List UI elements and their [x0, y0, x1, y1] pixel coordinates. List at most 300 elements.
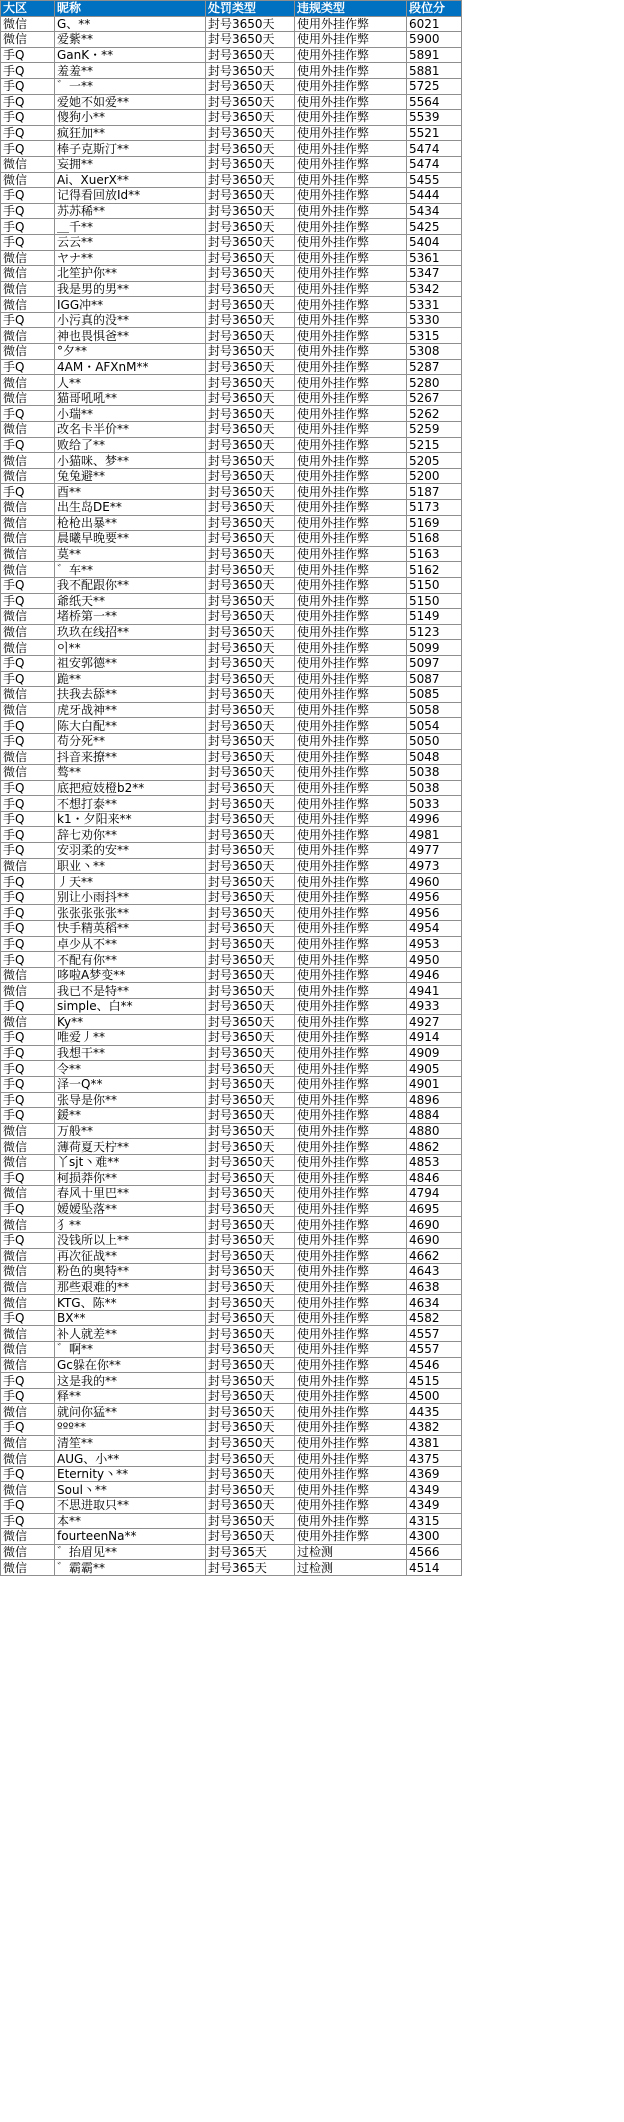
- region-cell: 手Q: [1, 406, 55, 422]
- penalty-type-cell: 封号3650天: [206, 1076, 295, 1092]
- rank-score-cell: 5404: [407, 234, 462, 250]
- violation-type-cell: 使用外挂作弊: [295, 1373, 407, 1389]
- region-cell: 微信: [1, 858, 55, 874]
- penalty-type-cell: 封号3650天: [206, 983, 295, 999]
- rank-score-cell: 5434: [407, 203, 462, 219]
- rank-score-cell: 5342: [407, 281, 462, 297]
- nickname-cell: 羞羞**: [55, 63, 206, 79]
- penalty-type-cell: 封号3650天: [206, 16, 295, 32]
- table-row: [1, 78, 462, 94]
- region-cell: 手Q: [1, 234, 55, 250]
- rank-score-cell: 5262: [407, 406, 462, 422]
- penalty-type-cell: 封号3650天: [206, 1108, 295, 1124]
- violation-type-cell: 使用外挂作弊: [295, 484, 407, 500]
- violation-type-cell: 使用外挂作弊: [295, 219, 407, 235]
- nickname-cell: GanK・**: [55, 47, 206, 63]
- rank-score-cell: 5425: [407, 219, 462, 235]
- violation-type-cell: 使用外挂作弊: [295, 983, 407, 999]
- rank-score-cell: 5054: [407, 718, 462, 734]
- nickname-cell: 快手精英稻**: [55, 921, 206, 937]
- rank-score-cell: 5900: [407, 32, 462, 48]
- region-cell: 手Q: [1, 671, 55, 687]
- table-row: [1, 983, 462, 999]
- region-cell: 手Q: [1, 905, 55, 921]
- nickname-cell: 柯损莽你**: [55, 1170, 206, 1186]
- nickname-cell: Ai、XuerX**: [55, 172, 206, 188]
- region-cell: 微信: [1, 500, 55, 516]
- penalty-type-cell: 封号3650天: [206, 718, 295, 734]
- penalty-type-cell: 封号3650天: [206, 687, 295, 703]
- violation-type-cell: 使用外挂作弊: [295, 1108, 407, 1124]
- penalty-type-cell: 封号3650天: [206, 655, 295, 671]
- region-cell: 微信: [1, 609, 55, 625]
- penalty-type-cell: 封号3650天: [206, 359, 295, 375]
- region-cell: 手Q: [1, 921, 55, 937]
- rank-score-cell: 4375: [407, 1451, 462, 1467]
- nickname-cell: k1・夕阳来**: [55, 811, 206, 827]
- header-rank-score: 段位分: [407, 1, 462, 17]
- rank-score-cell: 5033: [407, 796, 462, 812]
- nickname-cell: 犭**: [55, 1217, 206, 1233]
- region-cell: 手Q: [1, 1310, 55, 1326]
- violation-type-cell: 使用外挂作弊: [295, 47, 407, 63]
- region-cell: 手Q: [1, 188, 55, 204]
- penalty-type-cell: 封号3650天: [206, 344, 295, 360]
- nickname-cell: 爱紫**: [55, 32, 206, 48]
- penalty-type-cell: 封号3650天: [206, 1310, 295, 1326]
- violation-type-cell: 使用外挂作弊: [295, 390, 407, 406]
- table-row: [1, 577, 462, 593]
- table-row: [1, 952, 462, 968]
- nickname-cell: KTG、陈**: [55, 1295, 206, 1311]
- nickname-cell: 枪枪出暴**: [55, 515, 206, 531]
- region-cell: 微信: [1, 1529, 55, 1545]
- table-row: [1, 94, 462, 110]
- table-row: [1, 110, 462, 126]
- rank-score-cell: 4996: [407, 811, 462, 827]
- table-row: [1, 1498, 462, 1514]
- penalty-type-cell: 封号3650天: [206, 1404, 295, 1420]
- table-row: [1, 702, 462, 718]
- rank-score-cell: 5150: [407, 577, 462, 593]
- penalty-type-cell: 封号3650天: [206, 141, 295, 157]
- region-cell: 微信: [1, 297, 55, 313]
- penalty-type-cell: 封号3650天: [206, 531, 295, 547]
- table-row: [1, 281, 462, 297]
- table-row: [1, 1529, 462, 1545]
- table-row: [1, 1061, 462, 1077]
- penalty-type-cell: 封号3650天: [206, 1498, 295, 1514]
- table-row: [1, 484, 462, 500]
- nickname-cell: IGG冲**: [55, 297, 206, 313]
- region-cell: 微信: [1, 1123, 55, 1139]
- table-row: [1, 780, 462, 796]
- nickname-cell: °夕**: [55, 344, 206, 360]
- nickname-cell: 那些艰难的**: [55, 1279, 206, 1295]
- violation-type-cell: 使用外挂作弊: [295, 562, 407, 578]
- table-row: [1, 1326, 462, 1342]
- nickname-cell: BX**: [55, 1310, 206, 1326]
- nickname-cell: 爱她不如爱**: [55, 94, 206, 110]
- table-row: [1, 999, 462, 1015]
- penalty-type-cell: 封号3650天: [206, 500, 295, 516]
- region-cell: 微信: [1, 1435, 55, 1451]
- rank-score-cell: 5173: [407, 500, 462, 516]
- table-row: [1, 640, 462, 656]
- violation-type-cell: 使用外挂作弊: [295, 1014, 407, 1030]
- table-row: [1, 219, 462, 235]
- nickname-cell: 张导是你**: [55, 1092, 206, 1108]
- penalty-type-cell: 封号3650天: [206, 1186, 295, 1202]
- penalty-type-cell: 封号3650天: [206, 640, 295, 656]
- region-cell: 手Q: [1, 1061, 55, 1077]
- violation-type-cell: 使用外挂作弊: [295, 1388, 407, 1404]
- nickname-cell: 职业丶**: [55, 858, 206, 874]
- table-row: [1, 1279, 462, 1295]
- region-cell: 手Q: [1, 110, 55, 126]
- nickname-cell: 棒子克斯汀**: [55, 141, 206, 157]
- violation-type-cell: 使用外挂作弊: [295, 1076, 407, 1092]
- nickname-cell: 没钱所以上**: [55, 1232, 206, 1248]
- region-cell: 微信: [1, 702, 55, 718]
- rank-score-cell: 5539: [407, 110, 462, 126]
- region-cell: 手Q: [1, 936, 55, 952]
- table-row: [1, 889, 462, 905]
- region-cell: 手Q: [1, 203, 55, 219]
- penalty-type-cell: 封号3650天: [206, 796, 295, 812]
- violation-type-cell: 使用外挂作弊: [295, 16, 407, 32]
- penalty-type-cell: 封号3650天: [206, 47, 295, 63]
- region-cell: 手Q: [1, 1030, 55, 1046]
- violation-type-cell: 使用外挂作弊: [295, 936, 407, 952]
- rank-score-cell: 4960: [407, 874, 462, 890]
- nickname-cell: 虎牙战神**: [55, 702, 206, 718]
- rank-score-cell: 4690: [407, 1217, 462, 1233]
- penalty-type-cell: 封号3650天: [206, 63, 295, 79]
- table-row: [1, 328, 462, 344]
- table-row: [1, 1435, 462, 1451]
- region-cell: 手Q: [1, 1201, 55, 1217]
- nickname-cell: 本**: [55, 1513, 206, 1529]
- penalty-type-cell: 封号3650天: [206, 94, 295, 110]
- table-row: [1, 422, 462, 438]
- nickname-cell: 苏苏稀**: [55, 203, 206, 219]
- table-row: [1, 562, 462, 578]
- table-row: [1, 1342, 462, 1358]
- nickname-cell: 不配有你**: [55, 952, 206, 968]
- penalty-type-cell: 封号3650天: [206, 1061, 295, 1077]
- penalty-type-cell: 封号3650天: [206, 406, 295, 422]
- rank-score-cell: 4950: [407, 952, 462, 968]
- violation-type-cell: 使用外挂作弊: [295, 718, 407, 734]
- penalty-type-cell: 封号3650天: [206, 749, 295, 765]
- violation-type-cell: 使用外挂作弊: [295, 952, 407, 968]
- table-row: [1, 63, 462, 79]
- region-cell: 微信: [1, 749, 55, 765]
- table-row: [1, 967, 462, 983]
- penalty-type-cell: 封号3650天: [206, 1451, 295, 1467]
- penalty-type-cell: 封号3650天: [206, 843, 295, 859]
- nickname-cell: 神也畏惧爸**: [55, 328, 206, 344]
- region-cell: 手Q: [1, 78, 55, 94]
- region-cell: 微信: [1, 328, 55, 344]
- region-cell: 微信: [1, 1326, 55, 1342]
- table-row: [1, 1232, 462, 1248]
- penalty-type-cell: 封号3650天: [206, 188, 295, 204]
- nickname-cell: fourteenNa**: [55, 1529, 206, 1545]
- violation-type-cell: 使用外挂作弊: [295, 1170, 407, 1186]
- table-row: [1, 733, 462, 749]
- penalty-type-cell: 封号3650天: [206, 702, 295, 718]
- violation-type-cell: 使用外挂作弊: [295, 515, 407, 531]
- region-cell: 微信: [1, 1139, 55, 1155]
- table-row: [1, 234, 462, 250]
- nickname-cell: 我是男的男**: [55, 281, 206, 297]
- rank-score-cell: 4941: [407, 983, 462, 999]
- violation-type-cell: 使用外挂作弊: [295, 687, 407, 703]
- region-cell: 手Q: [1, 1498, 55, 1514]
- rank-score-cell: 4349: [407, 1482, 462, 1498]
- rank-score-cell: 4515: [407, 1373, 462, 1389]
- region-cell: 微信: [1, 1014, 55, 1030]
- nickname-cell: 春风十里巴**: [55, 1186, 206, 1202]
- rank-score-cell: 4557: [407, 1326, 462, 1342]
- rank-score-cell: 4914: [407, 1030, 462, 1046]
- violation-type-cell: 使用外挂作弊: [295, 640, 407, 656]
- rank-score-cell: 5361: [407, 250, 462, 266]
- violation-type-cell: 使用外挂作弊: [295, 156, 407, 172]
- penalty-type-cell: 封号3650天: [206, 1248, 295, 1264]
- penalty-type-cell: 封号3650天: [206, 1295, 295, 1311]
- violation-type-cell: 使用外挂作弊: [295, 1357, 407, 1373]
- violation-type-cell: 使用外挂作弊: [295, 110, 407, 126]
- rank-score-cell: 5280: [407, 375, 462, 391]
- nickname-cell: 改名卡半价**: [55, 422, 206, 438]
- violation-type-cell: 使用外挂作弊: [295, 1466, 407, 1482]
- rank-score-cell: 5891: [407, 47, 462, 63]
- table-row: [1, 312, 462, 328]
- violation-type-cell: 使用外挂作弊: [295, 328, 407, 344]
- region-cell: 微信: [1, 967, 55, 983]
- table-row: [1, 156, 462, 172]
- nickname-cell: 兔兔避**: [55, 468, 206, 484]
- nickname-cell: 薄荷夏天柠**: [55, 1139, 206, 1155]
- rank-score-cell: 5347: [407, 266, 462, 282]
- penalty-type-cell: 封号3650天: [206, 1357, 295, 1373]
- violation-type-cell: 使用外挂作弊: [295, 78, 407, 94]
- rank-score-cell: 5050: [407, 733, 462, 749]
- rank-score-cell: 5149: [407, 609, 462, 625]
- penalty-type-cell: 封号3650天: [206, 172, 295, 188]
- penalty-type-cell: 封号3650天: [206, 1435, 295, 1451]
- rank-score-cell: 4514: [407, 1560, 462, 1576]
- penalty-type-cell: 封号3650天: [206, 1092, 295, 1108]
- nickname-cell: 就问你猛**: [55, 1404, 206, 1420]
- violation-type-cell: 使用外挂作弊: [295, 453, 407, 469]
- table-row: [1, 1076, 462, 1092]
- rank-score-cell: 4905: [407, 1061, 462, 1077]
- nickname-cell: 泽一Q**: [55, 1076, 206, 1092]
- nickname-cell: Soul丶**: [55, 1482, 206, 1498]
- penalty-type-cell: 封号3650天: [206, 1482, 295, 1498]
- violation-type-cell: 使用外挂作弊: [295, 593, 407, 609]
- rank-score-cell: 5444: [407, 188, 462, 204]
- penalty-type-cell: 封号3650天: [206, 1513, 295, 1529]
- violation-type-cell: 使用外挂作弊: [295, 125, 407, 141]
- nickname-cell: 妄拥**: [55, 156, 206, 172]
- penalty-type-cell: 封号3650天: [206, 484, 295, 500]
- region-cell: 手Q: [1, 889, 55, 905]
- rank-score-cell: 4349: [407, 1498, 462, 1514]
- region-cell: 微信: [1, 172, 55, 188]
- table-row: [1, 905, 462, 921]
- violation-type-cell: 使用外挂作弊: [295, 1529, 407, 1545]
- table-row: [1, 500, 462, 516]
- nickname-cell: 不思进取只**: [55, 1498, 206, 1514]
- violation-type-cell: 使用外挂作弊: [295, 281, 407, 297]
- nickname-cell: 陈大白配**: [55, 718, 206, 734]
- rank-score-cell: 5259: [407, 422, 462, 438]
- rank-score-cell: 5308: [407, 344, 462, 360]
- violation-type-cell: 使用外挂作弊: [295, 1404, 407, 1420]
- nickname-cell: 我已不是特**: [55, 983, 206, 999]
- nickname-cell: 云云**: [55, 234, 206, 250]
- nickname-cell: 이**: [55, 640, 206, 656]
- region-cell: 手Q: [1, 47, 55, 63]
- rank-score-cell: 5725: [407, 78, 462, 94]
- rank-score-cell: 6021: [407, 16, 462, 32]
- rank-score-cell: 4981: [407, 827, 462, 843]
- penalty-type-cell: 封号3650天: [206, 1373, 295, 1389]
- table-row: [1, 1264, 462, 1280]
- penalty-type-cell: 封号3650天: [206, 967, 295, 983]
- table-row: [1, 406, 462, 422]
- region-cell: 微信: [1, 1264, 55, 1280]
- table-row: [1, 858, 462, 874]
- region-cell: 微信: [1, 624, 55, 640]
- rank-score-cell: 5474: [407, 156, 462, 172]
- penalty-type-cell: 封号3650天: [206, 78, 295, 94]
- rank-score-cell: 5215: [407, 437, 462, 453]
- penalty-type-cell: 封号3650天: [206, 1342, 295, 1358]
- nickname-cell: 释**: [55, 1388, 206, 1404]
- rank-score-cell: 5564: [407, 94, 462, 110]
- penalty-type-cell: 封号3650天: [206, 999, 295, 1015]
- table-row: [1, 1092, 462, 1108]
- rank-score-cell: 5168: [407, 531, 462, 547]
- nickname-cell: 底把痘妓橙b2**: [55, 780, 206, 796]
- region-cell: 微信: [1, 156, 55, 172]
- table-row: [1, 1248, 462, 1264]
- penalty-type-cell: 封号3650天: [206, 1388, 295, 1404]
- violation-type-cell: 过检测: [295, 1560, 407, 1576]
- region-cell: 微信: [1, 375, 55, 391]
- rank-score-cell: 4794: [407, 1186, 462, 1202]
- nickname-cell: 这是我的**: [55, 1373, 206, 1389]
- table-row: [1, 765, 462, 781]
- violation-type-cell: 使用外挂作弊: [295, 188, 407, 204]
- rank-score-cell: 5287: [407, 359, 462, 375]
- penalty-type-cell: 封号365天: [206, 1560, 295, 1576]
- nickname-cell: 晨曦早晚要**: [55, 531, 206, 547]
- table-row: [1, 1310, 462, 1326]
- violation-type-cell: 使用外挂作弊: [295, 811, 407, 827]
- violation-type-cell: 使用外挂作弊: [295, 624, 407, 640]
- table-row: [1, 1014, 462, 1030]
- region-cell: 手Q: [1, 359, 55, 375]
- rank-score-cell: 4300: [407, 1529, 462, 1545]
- nickname-cell: 鍰**: [55, 1108, 206, 1124]
- region-cell: 微信: [1, 422, 55, 438]
- rank-score-cell: 5267: [407, 390, 462, 406]
- header-nickname: 昵称: [55, 1, 206, 17]
- penalty-type-cell: 封号3650天: [206, 921, 295, 937]
- region-cell: 手Q: [1, 1373, 55, 1389]
- penalty-type-cell: 封号3650天: [206, 437, 295, 453]
- penalty-type-cell: 封号3650天: [206, 422, 295, 438]
- nickname-cell: 扶我去舔**: [55, 687, 206, 703]
- rank-score-cell: 4954: [407, 921, 462, 937]
- nickname-cell: 唯爱丿**: [55, 1030, 206, 1046]
- region-cell: 手Q: [1, 484, 55, 500]
- rank-score-cell: 4643: [407, 1264, 462, 1280]
- table-row: [1, 1560, 462, 1576]
- violation-type-cell: 使用外挂作弊: [295, 359, 407, 375]
- rank-score-cell: 4846: [407, 1170, 462, 1186]
- table-row: [1, 16, 462, 32]
- nickname-cell: 祖安郭德**: [55, 655, 206, 671]
- violation-type-cell: 使用外挂作弊: [295, 827, 407, 843]
- violation-type-cell: 使用外挂作弊: [295, 609, 407, 625]
- rank-score-cell: 5038: [407, 780, 462, 796]
- violation-type-cell: 使用外挂作弊: [295, 999, 407, 1015]
- rank-score-cell: 4901: [407, 1076, 462, 1092]
- table-row: [1, 1404, 462, 1420]
- rank-score-cell: 4853: [407, 1154, 462, 1170]
- nickname-cell: 4AM・AFXnM**: [55, 359, 206, 375]
- rank-score-cell: 5087: [407, 671, 462, 687]
- penalty-type-cell: 封号3650天: [206, 952, 295, 968]
- rank-score-cell: 4862: [407, 1139, 462, 1155]
- penalty-type-cell: 封号3650天: [206, 1264, 295, 1280]
- nickname-cell: 不想打泰**: [55, 796, 206, 812]
- violation-type-cell: 使用外挂作弊: [295, 1045, 407, 1061]
- table-row: [1, 515, 462, 531]
- nickname-cell: ゛霸霸**: [55, 1560, 206, 1576]
- violation-type-cell: 使用外挂作弊: [295, 94, 407, 110]
- table-row: [1, 1201, 462, 1217]
- table-row: [1, 1123, 462, 1139]
- rank-score-cell: 5123: [407, 624, 462, 640]
- rank-score-cell: 4546: [407, 1357, 462, 1373]
- region-cell: 微信: [1, 16, 55, 32]
- violation-type-cell: 使用外挂作弊: [295, 437, 407, 453]
- nickname-cell: 北笙护你**: [55, 266, 206, 282]
- violation-type-cell: 使用外挂作弊: [295, 375, 407, 391]
- nickname-cell: ゛一**: [55, 78, 206, 94]
- rank-score-cell: 4435: [407, 1404, 462, 1420]
- nickname-cell: 补人就差**: [55, 1326, 206, 1342]
- region-cell: 微信: [1, 546, 55, 562]
- region-cell: 微信: [1, 453, 55, 469]
- region-cell: 手Q: [1, 780, 55, 796]
- region-cell: 手Q: [1, 999, 55, 1015]
- violation-type-cell: 使用外挂作弊: [295, 858, 407, 874]
- table-row: [1, 843, 462, 859]
- rank-score-cell: 5330: [407, 312, 462, 328]
- table-row: [1, 1373, 462, 1389]
- penalty-type-cell: 封号3650天: [206, 1014, 295, 1030]
